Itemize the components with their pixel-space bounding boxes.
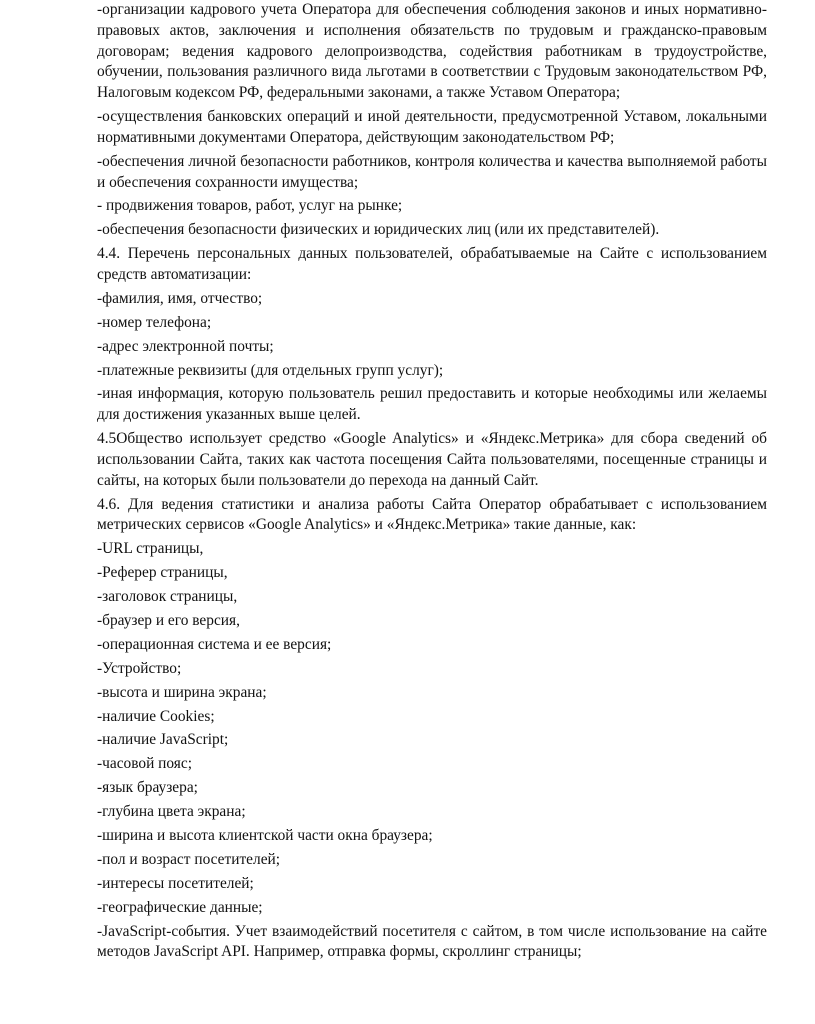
- paragraph: 4.4. Перечень персональных данных пользователей, обрабатываемые на Сайте с использованием средств автоматизации:: [97, 245, 767, 284]
- paragraph: - продвижения товаров, работ, услуг на рынке;: [97, 197, 403, 215]
- paragraph: -Реферер страницы,: [97, 564, 228, 582]
- paragraph: -фамилия, имя, отчество;: [97, 289, 263, 307]
- paragraph: -адрес электронной почты;: [97, 337, 274, 355]
- paragraph: 4.5Общество использует средство «Google Analytics» и «Яндекс.Метрика» для сбора сведений об использовании Сайта, таких как частота посещения Сайта пользователями, посещенные страницы и сайты, на которых были пользователи до перехода на данный Сайт.: [97, 430, 767, 489]
- paragraph: -наличие JavaScript;: [97, 731, 229, 749]
- paragraph: -интересы посетителей;: [97, 874, 254, 892]
- paragraph: -обеспечения безопасности физических и юридических лиц (или их представителей).: [97, 221, 660, 239]
- paragraph: -географические данные;: [97, 898, 263, 916]
- paragraph: -Устройство;: [97, 659, 182, 677]
- paragraph: -платежные реквизиты (для отдельных групп услуг);: [97, 361, 444, 379]
- paragraph: -пол и возраст посетителей;: [97, 850, 281, 868]
- paragraph: -URL страницы,: [97, 540, 204, 558]
- paragraph: -организации кадрового учета Оператора для обеспечения соблюдения законов и иных нормативно-правовых актов, заключения и исполнения обязательств по трудовым и гражданско-правовым договорам; ведения кадрового делопроизводства, содействия работникам в трудоустройстве, обучении, пользования различного вида льготами в соответствии с Трудовым законодательством РФ, Налоговым кодексом РФ, федеральными законами, а также Уставом Оператора;: [97, 1, 767, 102]
- paragraph: -операционная система и ее версия;: [97, 635, 332, 653]
- paragraph: -браузер и его версия,: [97, 612, 240, 630]
- paragraph: -осуществления банковских операций и иной деятельности, предусмотренной Уставом, локальными нормативными документами Оператора, действующим законодательством РФ;: [97, 108, 767, 146]
- paragraph: -JavaScript-события. Учет взаимодействий посетителя с сайтом, в том числе использование на сайте методов JavaScript API. Например, отправка формы, скроллинг страницы;: [97, 922, 767, 961]
- paragraph: -заголовок страницы,: [97, 588, 238, 606]
- paragraph: -обеспечения личной безопасности работников, контроля количества и качества выполняемой работы и обеспечения сохранности имущества;: [97, 152, 767, 191]
- paragraph: -глубина цвета экрана;: [97, 803, 246, 821]
- document-page: [97, 0, 767, 966]
- paragraph: -ширина и высота клиентской части окна браузера;: [97, 827, 433, 845]
- paragraph: -язык браузера;: [97, 779, 198, 797]
- paragraph: -высота и ширина экрана;: [97, 683, 267, 701]
- paragraph: -часовой пояс;: [97, 755, 192, 773]
- paragraph: 4.6. Для ведения статистики и анализа работы Сайта Оператор обрабатывает с использованием метрических сервисов «Google Analytics» и «Яндекс.Метрика» такие данные, как:: [97, 495, 767, 534]
- paragraph: -наличие Cookies;: [97, 707, 215, 725]
- paragraph: -иная информация, которую пользователь решил предоставить и которые необходимы или желаемы для достижения указанных выше целей.: [97, 385, 767, 424]
- paragraph: -номер телефона;: [97, 313, 212, 331]
